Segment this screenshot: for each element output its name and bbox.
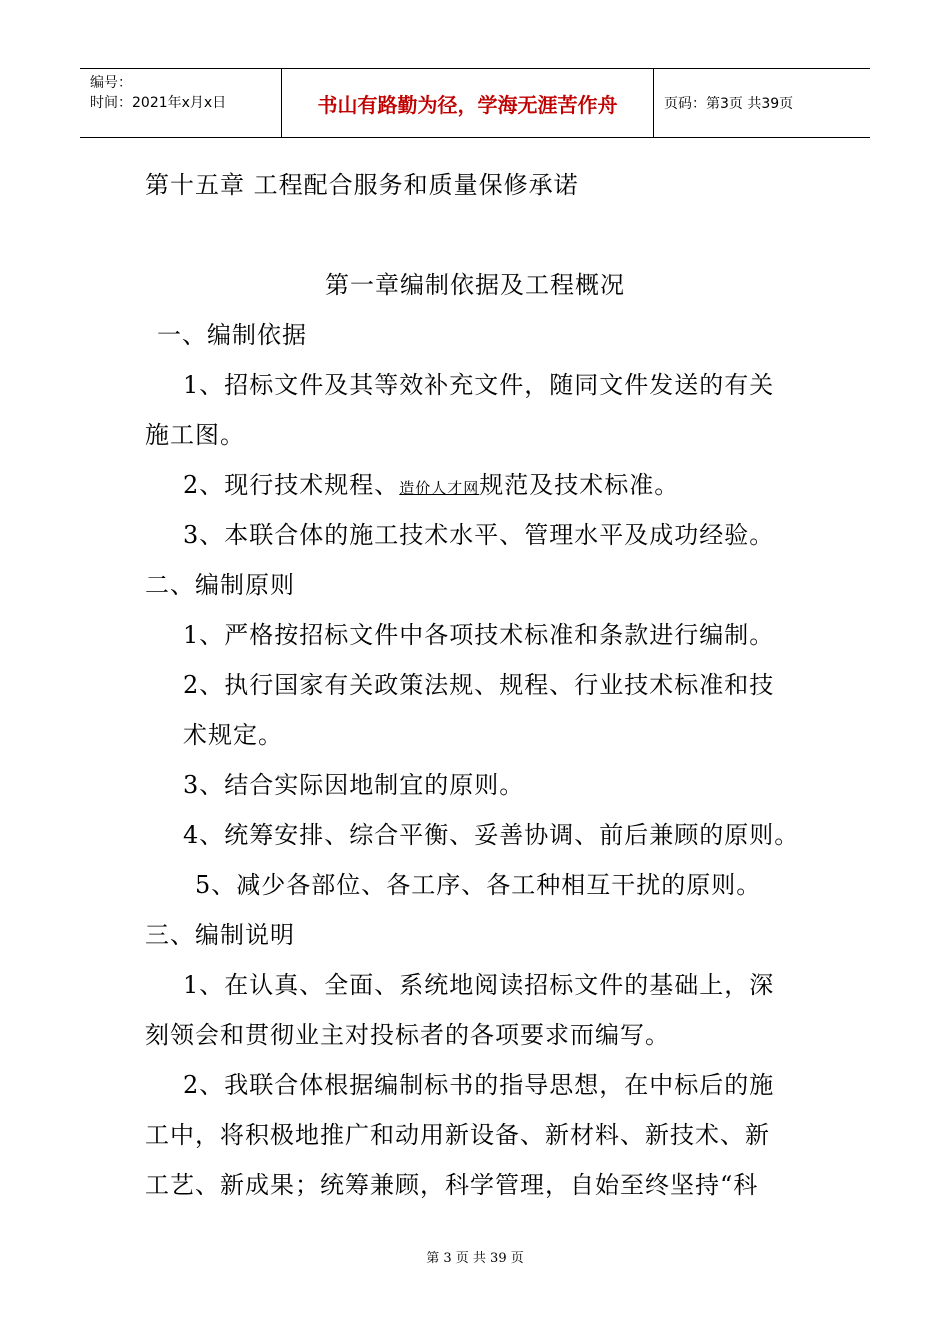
paragraph-line: 4、统筹安排、综合平衡、妥善协调、前后兼顾的原则。 bbox=[183, 821, 800, 849]
paragraph-line: 2、执行国家有关政策法规、规程、行业技术标准和技 bbox=[183, 671, 775, 699]
section-title: 第一章编制依据及工程概况 bbox=[325, 271, 625, 299]
text-run: 2、现行技术规程、 bbox=[183, 471, 400, 499]
paragraph-line: 3、结合实际因地制宜的原则。 bbox=[183, 771, 525, 799]
paragraph-line: 5、减少各部位、各工序、各工种相互干扰的原则。 bbox=[195, 871, 762, 899]
paragraph-line: 2、我联合体根据编制标书的指导思想，在中标后的施 bbox=[183, 1071, 775, 1099]
paragraph-line: 刻领会和贯彻业主对投标者的各项要求而编写。 bbox=[145, 1021, 670, 1049]
paragraph-line: 工艺、新成果；统筹兼顾，科学管理，自始至终坚持“科 bbox=[145, 1171, 759, 1199]
paragraph-line: 工中，将积极地推广和动用新设备、新材料、新技术、新 bbox=[145, 1121, 770, 1149]
paragraph-line: 1、招标文件及其等效补充文件，随同文件发送的有关 bbox=[183, 371, 775, 399]
header-table bbox=[80, 68, 870, 138]
paragraph-line: 术规定。 bbox=[183, 721, 283, 749]
heading-basis: 一、编制依据 bbox=[157, 321, 307, 349]
time-label: 时间：2021年x月x日 bbox=[90, 95, 227, 111]
chapter-title: 第十五章 工程配合服务和质量保修承诺 bbox=[145, 171, 579, 199]
paragraph-line: 1、严格按招标文件中各项技术标准和条款进行编制。 bbox=[183, 621, 775, 649]
number-label: 编号： bbox=[90, 75, 132, 91]
heading-principles: 二、编制原则 bbox=[145, 571, 295, 599]
paragraph-line: 1、在认真、全面、系统地阅读招标文件的基础上，深 bbox=[183, 971, 775, 999]
talent-link[interactable]: 造价人才网 bbox=[399, 479, 480, 497]
header-meta bbox=[80, 69, 282, 137]
paragraph-line: 施工图。 bbox=[145, 421, 245, 449]
page-footer: 第 3 页 共 39 页 bbox=[426, 1251, 524, 1266]
header-page-info: 页码：第3页 共39页 bbox=[664, 96, 794, 112]
paragraph-line: 3、本联合体的施工技术水平、管理水平及成功经验。 bbox=[183, 521, 775, 549]
paragraph-line bbox=[183, 470, 679, 503]
heading-notes: 三、编制说明 bbox=[145, 921, 295, 949]
header-motto: 书山有路勤为径，学海无涯苦作舟 bbox=[282, 69, 654, 137]
text-run: 规范及技术标准。 bbox=[479, 471, 680, 499]
